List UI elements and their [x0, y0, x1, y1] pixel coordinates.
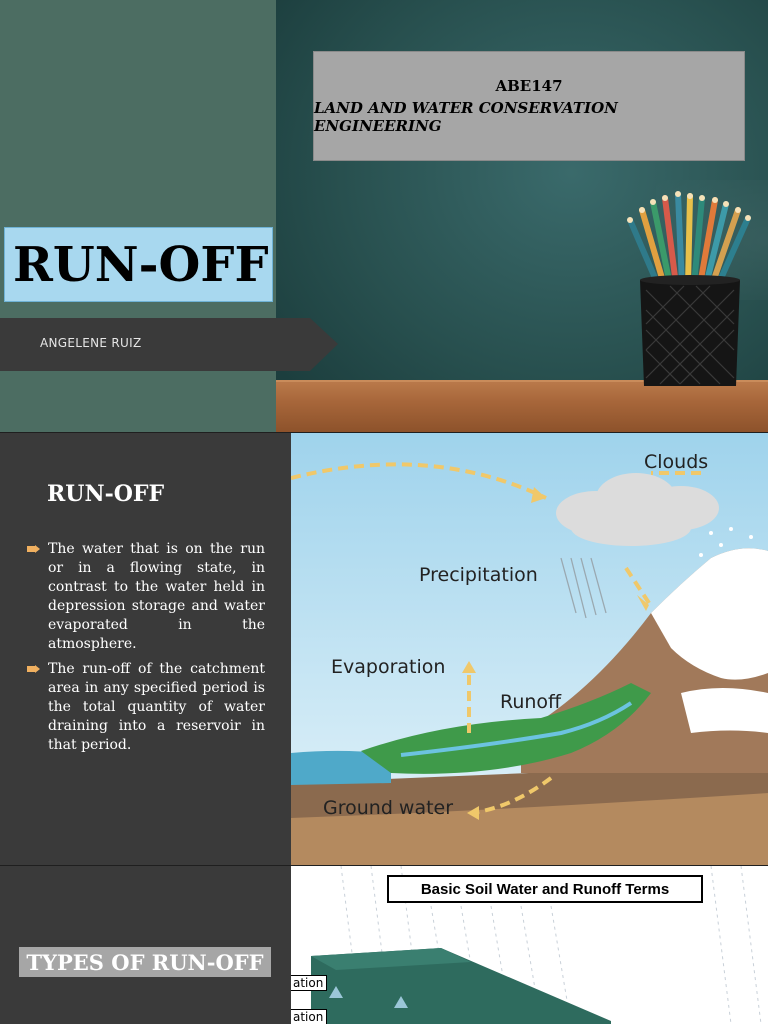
- text-panel: [0, 866, 291, 1024]
- diagram-title: Basic Soil Water and Runoff Terms: [420, 880, 670, 898]
- section-heading: RUN-OFF: [47, 481, 165, 507]
- definition-slide: [0, 433, 768, 865]
- bullet-text: The water that is on the run or in a flowing state, in contrast to the water held in depression storage and water evaporated in the atmosphere.: [48, 541, 265, 652]
- precipitation-label: Precipitation: [419, 564, 538, 586]
- bullet-item: [27, 660, 265, 755]
- soil-water-diagram: [291, 866, 768, 1024]
- course-title-box: [313, 51, 745, 161]
- arrow-bullet-icon: [27, 665, 40, 673]
- course-name: LAND AND WATER CONSERVATION ENGINEERING: [314, 99, 618, 135]
- water-cycle-diagram: [291, 433, 768, 865]
- ground-water-label: Ground water: [323, 797, 454, 819]
- runoff-label: Runoff: [500, 691, 562, 713]
- types-slide: [0, 866, 768, 1024]
- title-slide: [0, 0, 768, 432]
- bullet-item: [27, 540, 265, 654]
- clouds-label: Clouds: [644, 451, 709, 473]
- course-code: ABE147: [495, 77, 563, 95]
- bullet-list: [27, 540, 265, 761]
- cut-off-label: ation: [291, 975, 327, 991]
- slide-title: RUN-OFF: [13, 236, 269, 293]
- text-panel: [0, 433, 291, 865]
- arrow-bullet-icon: [27, 545, 40, 553]
- bullet-text: The run-off of the catchment area in any specified period is the total quantity of water draining into a reservoir in that period.: [48, 661, 265, 753]
- diagram-title-box: [387, 875, 703, 903]
- slide-title-box: [4, 227, 273, 302]
- types-heading-box: [19, 947, 271, 977]
- evaporation-label: Evaporation: [331, 656, 446, 678]
- cut-off-label: ation: [291, 1009, 327, 1024]
- pencil-cup-illustration: [620, 190, 760, 390]
- types-heading: TYPES OF RUN-OFF: [26, 949, 264, 975]
- author-name: ANGELENE RUIZ: [40, 336, 142, 350]
